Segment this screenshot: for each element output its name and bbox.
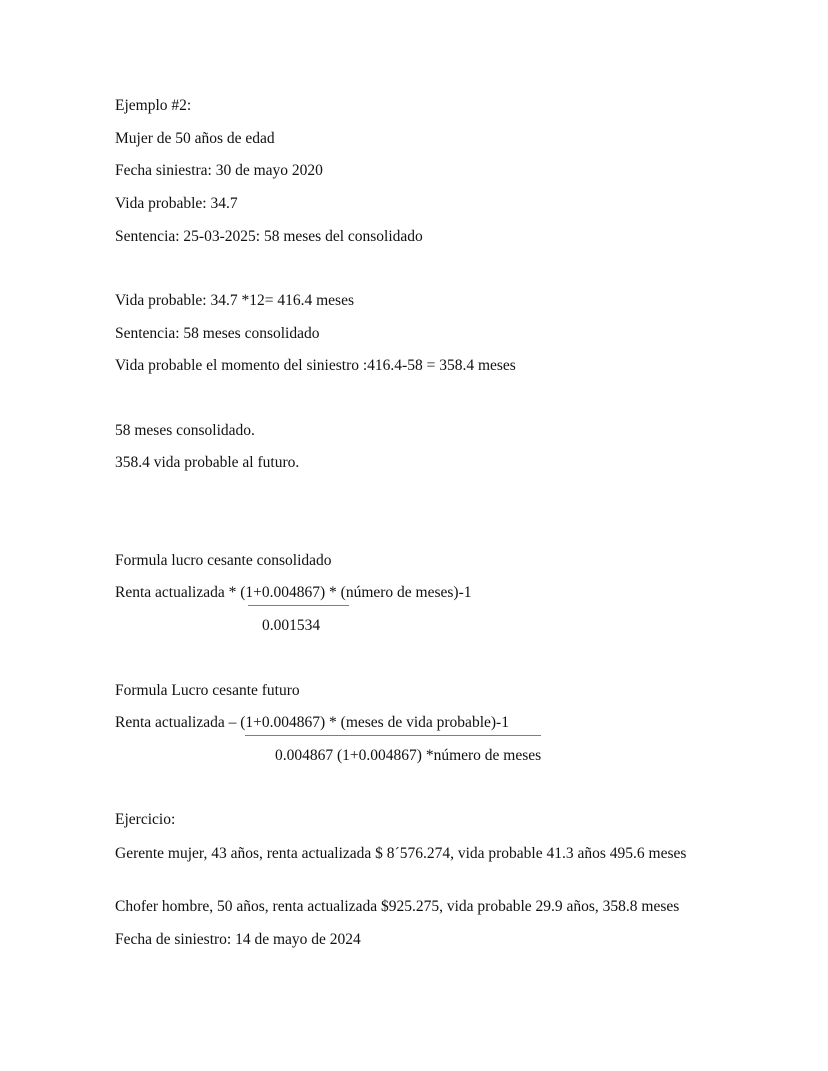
formula-futuro-denominator: 0.004867 (1+0.004867) *número de meses: [275, 747, 542, 764]
calc-line-sentence: Sentencia: 58 meses consolidado: [115, 325, 320, 342]
exercise-case-manager: Gerente mujer, 43 años, renta actualizada $ 8´576.274, vida probable 41.3 años 495.6 meses: [115, 845, 687, 862]
calc-line-life-months: Vida probable: 34.7 *12= 416.4 meses: [115, 292, 354, 309]
summary-future: 358.4 vida probable al futuro.: [115, 454, 300, 471]
summary-consolidated: 58 meses consolidado.: [115, 422, 255, 439]
example-line-date: Fecha siniestra: 30 de mayo 2020: [115, 162, 323, 179]
example-line-sentence: Sentencia: 25-03-2025: 58 meses del consolidado: [115, 228, 423, 245]
exercise-heading: Ejercicio:: [115, 811, 176, 828]
formula-consolidado-title: Formula lucro cesante consolidado: [115, 552, 332, 569]
calc-line-remaining: Vida probable el momento del siniestro :416.4-58 = 358.4 meses: [115, 357, 516, 374]
example-line-life: Vida probable: 34.7: [115, 195, 238, 212]
example-line-age: Mujer de 50 años de edad: [115, 130, 275, 147]
formula-consolidado-fraction-line: [248, 605, 349, 606]
formula-futuro-numerator: Renta actualizada – (1+0.004867) * (meses de vida probable)-1: [115, 714, 509, 731]
formula-consolidado-denominator: 0.001534: [262, 617, 321, 634]
formula-futuro-fraction-line: [245, 735, 541, 736]
formula-consolidado-numerator: Renta actualizada * (1+0.004867) * (número de meses)-1: [115, 584, 472, 601]
exercise-date: Fecha de siniestro: 14 de mayo de 2024: [115, 931, 361, 948]
example-heading: Ejemplo #2:: [115, 97, 192, 114]
exercise-case-driver: Chofer hombre, 50 años, renta actualizada $925.275, vida probable 29.9 años, 358.8 meses: [115, 898, 680, 915]
formula-futuro-title: Formula Lucro cesante futuro: [115, 682, 300, 699]
